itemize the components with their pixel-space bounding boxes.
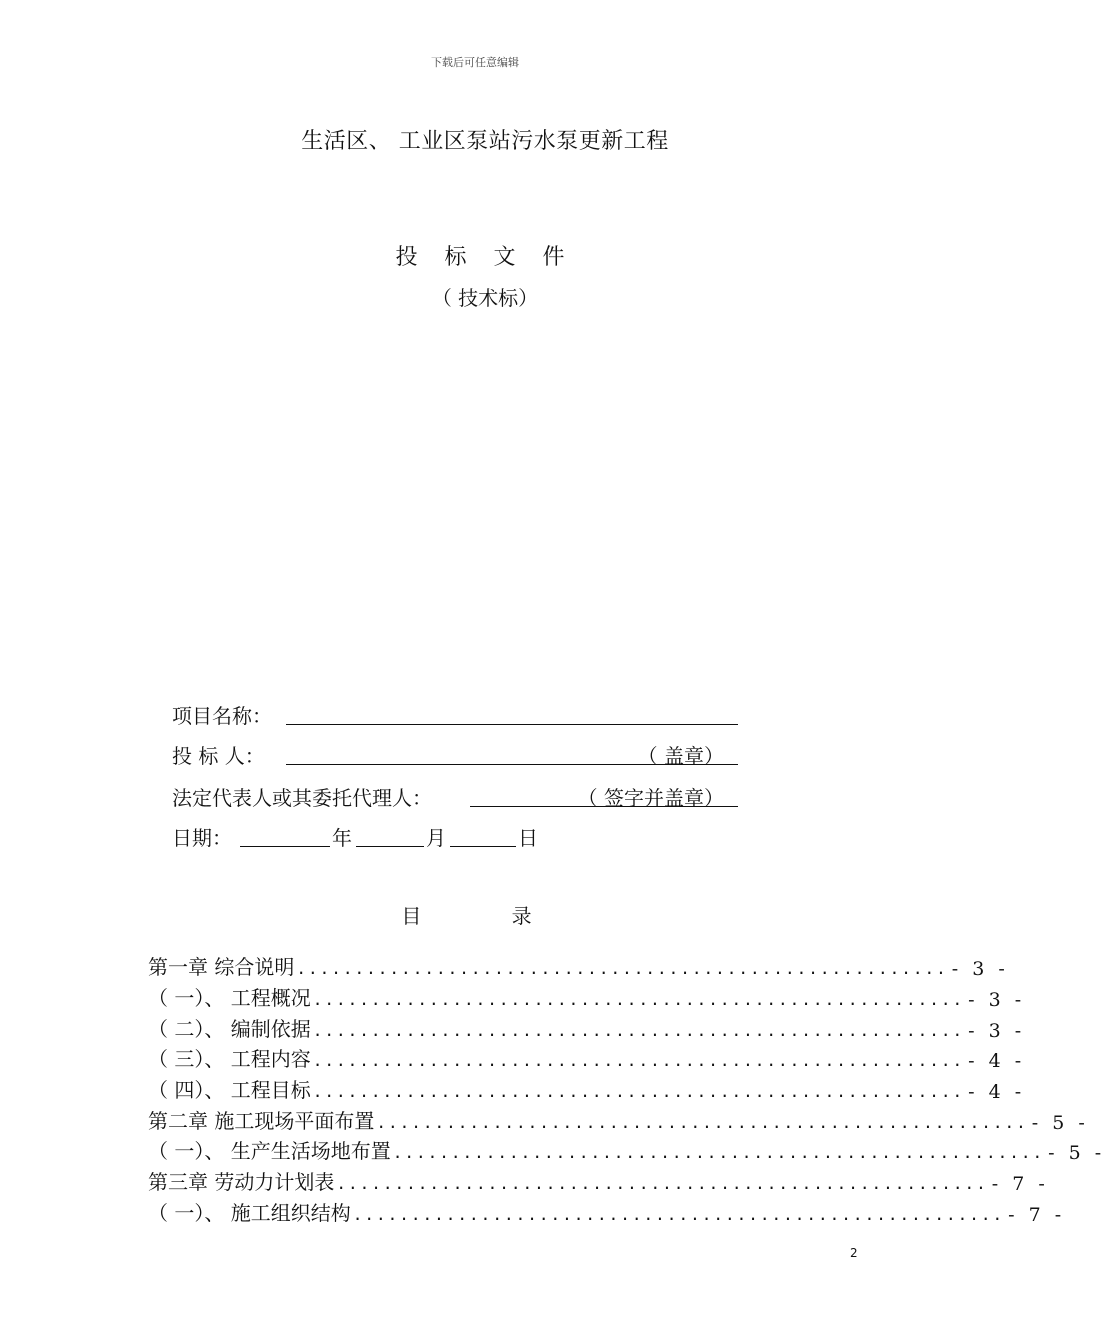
year-label: 年 [332, 826, 352, 850]
bidder-label: 投 标 人： [172, 744, 265, 768]
toc-entry-label: （ 一）、 施工组织结构 [148, 1201, 351, 1225]
toc-entry-page: - 3 - [968, 989, 1026, 1011]
toc-entry[interactable] [148, 1165, 1049, 1195]
toc-leader-dots: ........................................................ [312, 990, 965, 1009]
representative-label: 法定代表人或其委托代理人： [172, 786, 432, 810]
toc-entry-page: - 4 - [968, 1050, 1026, 1072]
toc-entry-label: （ 四）、 工程目标 [148, 1078, 311, 1102]
toc-entry[interactable] [148, 1042, 1026, 1072]
year-field[interactable] [240, 822, 330, 847]
document-subtitle: （ 技术标） [431, 286, 539, 310]
toc-leader-dots: ........................................................ [392, 1143, 1045, 1162]
toc-entry[interactable] [148, 1012, 1026, 1042]
toc-entry[interactable] [148, 950, 1009, 980]
month-field[interactable] [356, 822, 424, 847]
project-name-label: 项目名称： [172, 704, 272, 728]
toc-leader-dots: ........................................................ [312, 1051, 965, 1070]
toc-leader-dots: ........................................................ [352, 1205, 1005, 1224]
toc-leader-dots: ........................................................ [296, 959, 948, 978]
toc-entry-page: - 3 - [968, 1020, 1026, 1042]
bidder-seal-note: （ 盖章） [637, 744, 724, 768]
day-field[interactable] [450, 822, 516, 847]
toc-entry-page: - 5 - [1048, 1142, 1105, 1164]
project-name-field[interactable] [286, 700, 738, 725]
representative-row [172, 782, 738, 812]
toc-entry-label: （ 一）、 生产生活场地布置 [148, 1139, 391, 1163]
date-label: 日期： [172, 826, 232, 850]
toc-entry-page: - 7 - [991, 1173, 1049, 1195]
header-note: 下载后可任意编辑 [431, 56, 519, 69]
toc-leader-dots: ........................................................ [336, 1174, 988, 1193]
toc-entry[interactable] [148, 1073, 1026, 1103]
toc-entry-label: 第一章 综合说明 [148, 955, 295, 979]
toc-entry-label: （ 三）、 工程内容 [148, 1047, 311, 1071]
toc-entry-label: （ 二）、 编制依据 [148, 1017, 311, 1041]
toc-entry-page: - 4 - [968, 1081, 1026, 1103]
date-row [172, 822, 738, 852]
toc-leader-dots: ........................................................ [312, 1082, 965, 1101]
project-title: 生活区、 工业区泵站污水泵更新工程 [301, 129, 669, 154]
toc-title: 目 录 [401, 904, 574, 928]
toc-entry[interactable] [148, 981, 1026, 1011]
toc-entry-page: - 3 - [951, 958, 1009, 980]
page-number: 2 [850, 1246, 858, 1260]
toc-entry-label: 第二章 施工现场平面布置 [148, 1109, 375, 1133]
toc-entry-label: 第三章 劳动力计划表 [148, 1170, 335, 1194]
toc-entry[interactable] [148, 1134, 1105, 1164]
toc-leader-dots: ........................................................ [376, 1113, 1028, 1132]
toc-entry-label: （ 一）、 工程概况 [148, 986, 311, 1010]
day-label: 日 [518, 826, 538, 850]
bidder-row [172, 740, 738, 770]
month-label: 月 [426, 826, 446, 850]
toc-leader-dots: ........................................................ [312, 1021, 965, 1040]
toc-entry[interactable] [148, 1104, 1089, 1134]
document-title: 投 标 文 件 [395, 245, 575, 270]
project-name-row [172, 700, 738, 730]
toc-entry-page: - 5 - [1031, 1112, 1089, 1134]
representative-seal-note: （ 签字并盖章） [577, 786, 724, 810]
toc-entry-page: - 7 - [1008, 1204, 1066, 1226]
toc-entry[interactable] [148, 1196, 1066, 1226]
